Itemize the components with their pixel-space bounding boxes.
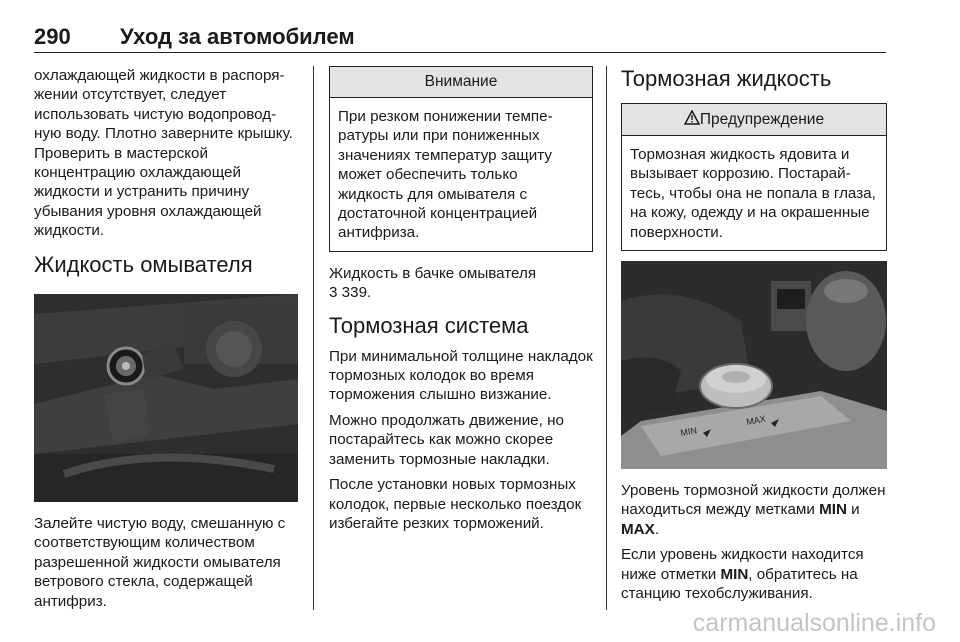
below-min-paragraph: Если уровень жидкости находится ниже отметки MIN, обратитесь на станцию техобслуживания.	[621, 546, 864, 603]
warning-text: Тормозная жидкость ядовита и вызывает коррозию. Постарайтесь, чтобы она не попала в глаза, на кожу, одежду и на окрашенные поверхности.	[630, 146, 876, 241]
column-3	[621, 66, 887, 609]
notice-text: При резком понижении температуры или при пониженных значениях температур защиту может обеспечить только жидкость для омывателя с достаточной концентрацией антифриза.	[338, 108, 553, 242]
notice-box	[329, 66, 593, 252]
intro-paragraph: охлаждающей жидкости в распоряжении отсутствует, следует использовать чистую водопроводную воду. Плотно заверните крышку. Проверить в мастерской концентрацию охлаждающей жидкости и устранить причину убывания уровня охлаждающей жидкости.	[34, 67, 293, 240]
max-mark: MAX	[621, 520, 655, 538]
column-1	[34, 66, 298, 617]
page-reference-arrow: 3	[329, 284, 338, 302]
photo-min-label: MIN	[679, 425, 698, 439]
washer-reservoir-illustration	[34, 294, 298, 502]
cross-reference	[329, 264, 593, 303]
brake-reservoir-photo	[621, 261, 887, 469]
photo-max-label: MAX	[745, 413, 767, 428]
brake-system-heading: Тормозная система	[329, 312, 529, 338]
warning-title: Предупреждение	[699, 111, 825, 128]
min-mark: MIN	[720, 565, 749, 583]
watermark: carmanualsonline.info	[692, 609, 936, 637]
warning-header	[622, 104, 886, 136]
warning-box	[621, 103, 887, 251]
column-divider	[313, 66, 314, 610]
page-header	[34, 22, 886, 53]
brake-fluid-heading: Тормозная жидкость	[621, 66, 832, 91]
notice-title: Внимание	[330, 67, 592, 98]
new-pads-paragraph: После установки новых тормозных колодок, первые несколько поездок избегайте резких торможений.	[329, 476, 582, 532]
section-title: Уход за автомобилем	[120, 24, 355, 49]
washer-fluid-heading: Жидкость омывателя	[34, 252, 253, 277]
column-2	[329, 66, 593, 539]
reference-page: 339.	[337, 284, 372, 302]
page-number: 290	[34, 24, 71, 49]
brake-fluid-level-paragraph: Уровень тормозной жидкости должен находиться между метками MIN и MAX.	[621, 482, 886, 538]
warning-triangle-icon	[684, 110, 700, 125]
reference-text: Жидкость в бачке омывателя	[329, 264, 537, 282]
washer-reservoir-photo	[34, 294, 298, 502]
column-divider	[606, 66, 607, 610]
brake-reservoir-illustration	[621, 261, 887, 469]
washer-fill-paragraph: Залейте чистую воду, смешанную с соответствующим количеством разрешенной жидкости омывателя ветрового стекла, содержащей антифриз.	[34, 515, 286, 610]
brake-pad-paragraph: При минимальной толщине накладок тормозных колодок во время торможения слышно визжание.	[329, 347, 593, 404]
continue-driving-paragraph: Можно продолжать движение, но постарайтесь как можно скорее заменить тормозные накладки.	[329, 411, 564, 468]
min-mark: MIN	[819, 501, 847, 519]
